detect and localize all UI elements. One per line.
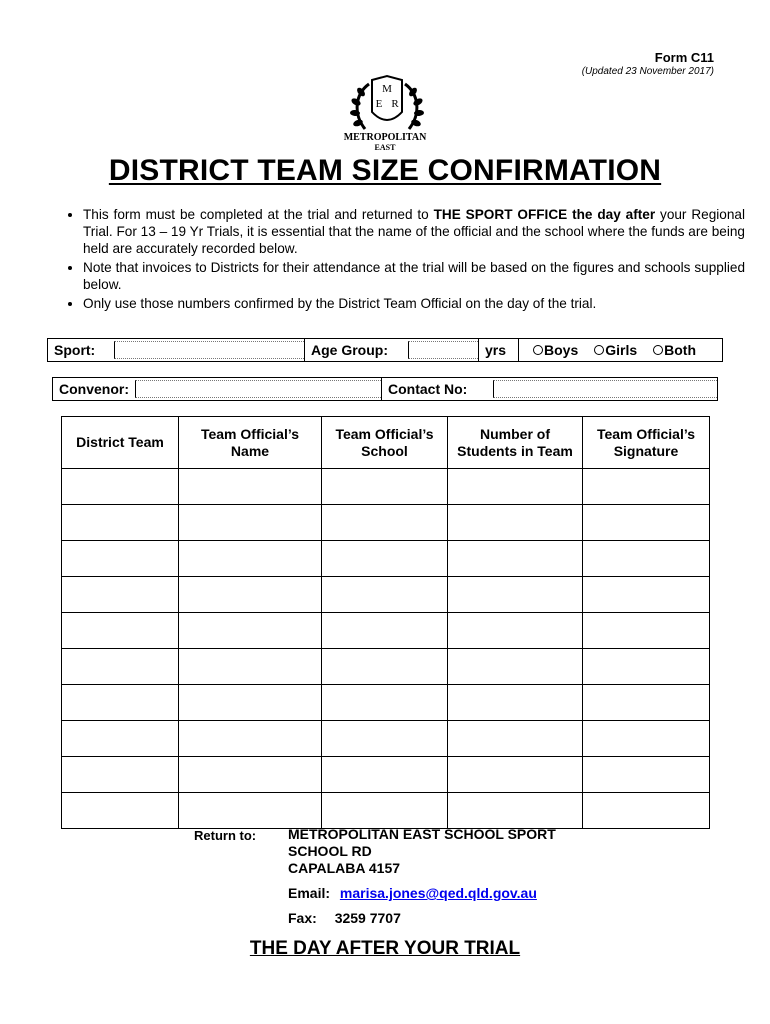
table-cell[interactable] bbox=[448, 541, 583, 577]
table-row bbox=[62, 793, 710, 829]
convenor-contact-row bbox=[52, 377, 718, 401]
radio-boys[interactable]: Boys bbox=[533, 342, 578, 358]
table-cell[interactable] bbox=[448, 793, 583, 829]
table-cell[interactable] bbox=[448, 505, 583, 541]
table-cell[interactable] bbox=[583, 721, 710, 757]
sport-label: Sport: bbox=[54, 342, 96, 358]
convenor-field[interactable] bbox=[135, 380, 381, 398]
table-cell[interactable] bbox=[322, 793, 448, 829]
table-cell[interactable] bbox=[322, 685, 448, 721]
logo-letter-m: M bbox=[382, 83, 392, 95]
sport-field[interactable] bbox=[114, 341, 304, 359]
table-cell[interactable] bbox=[62, 685, 179, 721]
instruction-item: • Note that invoices to Districts for their attendance at the trial will be based on the figures and schools supplied below. bbox=[83, 259, 745, 293]
table-cell[interactable] bbox=[448, 577, 583, 613]
header-official-school: Team Official’s School bbox=[322, 417, 448, 469]
table-cell[interactable] bbox=[583, 685, 710, 721]
table-cell[interactable] bbox=[583, 613, 710, 649]
age-group-label: Age Group: bbox=[304, 339, 408, 361]
yrs-label: yrs bbox=[478, 339, 518, 361]
form-code: Form C11 bbox=[654, 50, 714, 65]
district-team-table bbox=[61, 416, 710, 829]
gender-options bbox=[518, 339, 722, 361]
logo-letter-e: E bbox=[375, 98, 383, 110]
table-cell[interactable] bbox=[62, 757, 179, 793]
table-row bbox=[62, 469, 710, 505]
table-row bbox=[62, 541, 710, 577]
table-cell[interactable] bbox=[62, 469, 179, 505]
table-cell[interactable] bbox=[583, 541, 710, 577]
table-cell[interactable] bbox=[322, 541, 448, 577]
table-cell[interactable] bbox=[583, 505, 710, 541]
radio-circle-icon bbox=[594, 345, 604, 355]
return-line-2: SCHOOL RD bbox=[288, 843, 372, 859]
table-cell[interactable] bbox=[179, 793, 322, 829]
table-cell[interactable] bbox=[322, 469, 448, 505]
table-row bbox=[62, 685, 710, 721]
table-cell[interactable] bbox=[179, 469, 322, 505]
table-cell[interactable] bbox=[322, 613, 448, 649]
sport-age-row bbox=[47, 338, 723, 362]
radio-both[interactable]: Both bbox=[653, 342, 696, 358]
table-cell[interactable] bbox=[322, 505, 448, 541]
table-cell[interactable] bbox=[322, 649, 448, 685]
table-row bbox=[62, 577, 710, 613]
table-cell[interactable] bbox=[62, 505, 179, 541]
table-cell[interactable] bbox=[179, 541, 322, 577]
instructions-list bbox=[54, 206, 745, 314]
table-cell[interactable] bbox=[62, 613, 179, 649]
return-label: Return to: bbox=[194, 828, 257, 843]
email-link[interactable]: marisa.jones@qed.qld.gov.au bbox=[339, 885, 537, 901]
table-cell[interactable] bbox=[448, 757, 583, 793]
table-row bbox=[62, 505, 710, 541]
contact-label: Contact No: bbox=[381, 378, 493, 400]
table-cell[interactable] bbox=[62, 649, 179, 685]
table-cell[interactable] bbox=[448, 685, 583, 721]
table-cell[interactable] bbox=[62, 541, 179, 577]
table-cell[interactable] bbox=[179, 649, 322, 685]
logo-name: METROPOLITAN bbox=[343, 132, 427, 143]
header-signature: Team Official’s Signature bbox=[583, 417, 710, 469]
email-line bbox=[288, 885, 537, 901]
table-row bbox=[62, 721, 710, 757]
radio-girls[interactable]: Girls bbox=[594, 342, 637, 358]
table-cell[interactable] bbox=[583, 649, 710, 685]
radio-circle-icon bbox=[533, 345, 543, 355]
table-cell[interactable] bbox=[179, 685, 322, 721]
table-cell[interactable] bbox=[448, 721, 583, 757]
table-cell[interactable] bbox=[448, 613, 583, 649]
logo-subtitle: EAST bbox=[374, 143, 396, 152]
radio-circle-icon bbox=[653, 345, 663, 355]
header-official-name: Team Official’s Name bbox=[179, 417, 322, 469]
table-cell[interactable] bbox=[448, 649, 583, 685]
fax-line bbox=[288, 910, 401, 926]
instruction-item: • This form must be completed at the trial and returned to THE SPORT OFFICE the day after your Regional Trial. For 13 – 19 Yr Trials, it is essential that the name of the official and the school where the funds are being held are accurately recorded below. bbox=[83, 206, 745, 257]
instruction-item: • Only use those numbers confirmed by the District Team Official on the day of the trial. bbox=[83, 295, 745, 312]
table-cell[interactable] bbox=[62, 577, 179, 613]
table-cell[interactable] bbox=[179, 505, 322, 541]
age-group-field[interactable] bbox=[408, 341, 478, 359]
header-district-team: District Team bbox=[62, 417, 179, 469]
contact-field[interactable] bbox=[493, 380, 717, 398]
table-cell[interactable] bbox=[322, 721, 448, 757]
return-line-1: METROPOLITAN EAST SCHOOL SPORT bbox=[288, 826, 556, 842]
header-student-count: Number of Students in Team bbox=[448, 417, 583, 469]
table-cell[interactable] bbox=[322, 577, 448, 613]
table-cell[interactable] bbox=[583, 757, 710, 793]
fax-label: Fax: bbox=[288, 910, 317, 926]
table-row bbox=[62, 649, 710, 685]
table-cell[interactable] bbox=[62, 793, 179, 829]
table-row bbox=[62, 757, 710, 793]
table-cell[interactable] bbox=[179, 757, 322, 793]
fax-number: 3259 7707 bbox=[334, 910, 401, 926]
logo-letter-r: R bbox=[391, 98, 399, 110]
table-cell[interactable] bbox=[179, 577, 322, 613]
table-cell[interactable] bbox=[179, 613, 322, 649]
table-cell[interactable] bbox=[62, 721, 179, 757]
email-label: Email: bbox=[288, 885, 331, 901]
table-row bbox=[62, 613, 710, 649]
table-cell[interactable] bbox=[583, 793, 710, 829]
form-updated-date: (Updated 23 November 2017) bbox=[581, 66, 714, 77]
table-cell[interactable] bbox=[583, 469, 710, 505]
footer-note: THE DAY AFTER YOUR TRIAL bbox=[249, 938, 521, 959]
page-title: DISTRICT TEAM SIZE CONFIRMATION bbox=[108, 154, 662, 187]
table-cell[interactable] bbox=[583, 577, 710, 613]
convenor-label: Convenor: bbox=[59, 381, 129, 397]
table-cell[interactable] bbox=[448, 469, 583, 505]
table-header-row bbox=[62, 417, 710, 469]
table-cell[interactable] bbox=[179, 721, 322, 757]
table-cell[interactable] bbox=[322, 757, 448, 793]
return-line-3: CAPALABA 4157 bbox=[288, 860, 401, 876]
